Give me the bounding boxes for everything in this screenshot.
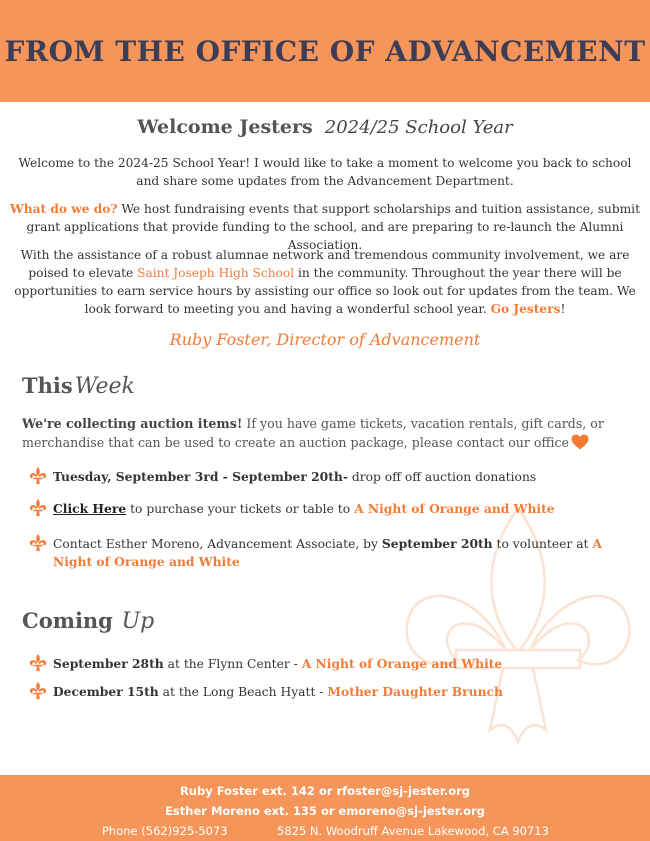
- event-name: A Night of Orange and White: [301, 656, 503, 671]
- heart-icon: [571, 434, 589, 450]
- fleur-de-lis-icon: [28, 498, 48, 518]
- school-address: 5825 N. Woodruff Avenue Lakewood, CA 90713: [277, 824, 549, 838]
- dropoff-text: drop off off auction donations: [347, 470, 537, 484]
- event-name: A Night of Orange and White: [354, 501, 555, 516]
- this-week-bold: This: [22, 373, 73, 398]
- header-band: [0, 0, 650, 102]
- list-item: [28, 500, 628, 518]
- dropoff-dates: Tuesday, September 3rd - September 20th-: [53, 469, 348, 484]
- event-venue: at the Long Beach Hyatt -: [158, 685, 328, 699]
- this-week-script: Week: [74, 374, 135, 399]
- contact-esther: Esther Moreno ext. 135 or emoreno@sj-jester.org: [165, 804, 485, 818]
- community-text-a: With the assistance of a robust alumnae network and tremendous community involvement, we are poised to elevate: [20, 248, 630, 280]
- collect-text: If you have game tickets, vacation rentals, gift cards, or merchandise that can be used to create an auction package, please contact our office: [22, 416, 604, 450]
- contact-text: Contact Esther Moreno, Advancement Associate, by: [53, 537, 382, 551]
- coming-up-heading: [22, 608, 154, 634]
- click-here-link[interactable]: Click Here: [53, 501, 127, 516]
- contact-ruby: Ruby Foster ext. 142 or rfoster@sj-jester.org: [179, 784, 471, 798]
- list-item: [28, 683, 628, 701]
- fleur-de-lis-icon: [28, 533, 48, 553]
- auction-collect-paragraph: [22, 414, 612, 452]
- coming-up-script: Up: [121, 609, 155, 634]
- welcome-heading-script: 2024/25 School Year: [324, 117, 513, 138]
- event-venue: at the Flynn Center -: [163, 657, 302, 671]
- collect-lead: We're collecting auction items!: [22, 416, 243, 431]
- fleur-de-lis-icon: [28, 681, 48, 701]
- fleur-de-lis-icon: [28, 466, 48, 486]
- office-title: FROM THE OFFICE OF ADVANCEMENT: [4, 34, 646, 68]
- event-date: December 15th: [53, 684, 159, 699]
- community-text-b: in the community. Throughout the year there will be opportunities to earn service hours by assisting our office so look out for updates from the team. We look forward to meeting you and having a wonderful school year.: [14, 266, 636, 316]
- welcome-heading-bold: Welcome Jesters: [137, 116, 313, 138]
- go-jesters: Go Jesters: [490, 302, 561, 316]
- what-we-do-text: We host fundraising events that support scholarships and tuition assistance, submit grant applications that provide funding to the school, and are preparing to re-launch the Alumni Association.: [26, 202, 640, 252]
- tickets-text: to purchase your tickets or table to: [126, 502, 355, 516]
- school-name: Saint Joseph High School: [137, 266, 295, 280]
- event-name: Mother Daughter Brunch: [327, 684, 503, 699]
- this-week-heading: [22, 373, 135, 399]
- community-paragraph: [6, 246, 644, 318]
- volunteer-deadline: September 20th: [381, 536, 493, 551]
- phone-number: Phone (562)925-5073: [102, 824, 228, 838]
- welcome-heading: [0, 116, 650, 138]
- community-end: !: [560, 302, 566, 316]
- fleur-de-lis-icon: [28, 653, 48, 673]
- volunteer-text: to volunteer at: [492, 537, 593, 551]
- list-item: [28, 655, 628, 673]
- list-item: [28, 535, 628, 571]
- what-we-do-lead: What do we do?: [10, 202, 118, 216]
- welcome-paragraph: Welcome to the 2024-25 School Year! I would like to take a moment to welcome you back to school and share some updates from the Advancement Department.: [18, 156, 632, 188]
- footer-band: [0, 775, 650, 841]
- event-name: A Night of Orange and White: [53, 536, 602, 569]
- coming-up-bold: Coming: [22, 608, 113, 633]
- event-date: September 28th: [53, 656, 164, 671]
- director-signature: Ruby Foster, Director of Advancement: [169, 330, 481, 349]
- list-item: [28, 468, 628, 486]
